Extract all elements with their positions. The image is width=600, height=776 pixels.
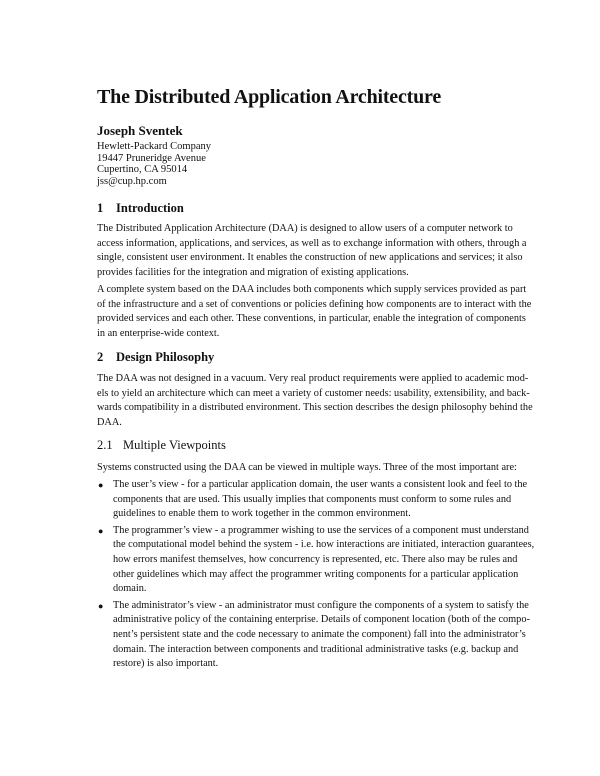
text-line: provides facilities for the integration and migration of existing applications.: [97, 266, 409, 278]
affiliation-city: Cupertino, CA 95014: [97, 164, 188, 176]
text-line: how errors manifest themselves, how concurrency is represented, etc. There also may be rules and: [113, 553, 518, 565]
subsection-heading-multiple-viewpoints: [97, 438, 226, 453]
viewpoints-intro: [97, 461, 517, 476]
text-line: The user’s view - for a particular application domain, the user wants a consistent look and feel to the: [113, 479, 528, 490]
list-item: [97, 524, 535, 597]
list-item: [97, 478, 528, 522]
text-line: other guidelines which may affect the programmer writing components for a particular application: [113, 568, 519, 580]
text-line: single, consistent user environment. It enables the construction of new applications and services; it also: [97, 252, 523, 264]
text-line: The programmer’s view - a programmer wishing to use the services of a component must understand: [113, 524, 529, 536]
text-line: the computational model behind the system - i.e. how interactions are initiated, interaction guarantees,: [113, 539, 535, 551]
bullet-icon: ●: [98, 525, 104, 536]
text-line: DAA.: [97, 416, 122, 428]
text-line: The administrator’s view - an administrator must configure the components of a system to satisfy the: [113, 599, 529, 611]
affiliation-street: 19447 Pruneridge Avenue: [97, 152, 206, 164]
paper-title: The Distributed Application Architecture: [97, 86, 442, 108]
text-line: nent’s persistent state and the code necessary to animate the component) fall into the administrator’s: [113, 628, 526, 640]
text-line: wards compatibility in a distributed environment. This section describes the design philosophy behind the: [97, 402, 533, 414]
bullet-icon: ●: [98, 480, 104, 490]
text-line: domain.: [113, 583, 147, 595]
intro-paragraph-1: [97, 222, 527, 280]
author-affiliation: [97, 141, 211, 187]
text-line: access information, applications, and services, as well as to exchange information with others, through a: [97, 237, 527, 249]
viewpoints-bullet-list: [97, 478, 535, 674]
list-item: [97, 599, 530, 672]
section-title: Design Philosophy: [116, 350, 215, 364]
section-title: Introduction: [116, 201, 184, 215]
text-line: A complete system based on the DAA includes both components which supply services provided as part: [97, 284, 527, 295]
subsection-number: 2.1: [97, 438, 113, 452]
text-line: administrative policy of the containing enterprise. Details of component location (both of the compo-: [113, 614, 530, 626]
section-heading-design-philosophy: [97, 350, 214, 365]
text-line: of the infrastructure and a set of conventions or policies defining how components are to interact with the: [97, 298, 532, 310]
text-line: in an enterprise-wide context.: [97, 327, 220, 339]
text-line: provided services and each other. These conventions, in particular, enable the integration of components: [97, 313, 526, 325]
text-line: domain. The interaction between components and traditional administrative tasks (e.g. backup and: [113, 643, 519, 655]
section-number: 1: [97, 201, 104, 215]
author-name: Joseph Sventek: [97, 123, 183, 138]
intro-paragraph-2: [97, 283, 532, 341]
section-number: 2: [97, 350, 104, 364]
text-line: The Distributed Application Architecture (DAA) is designed to allow users of a computer network to: [97, 223, 513, 234]
text-line: Systems constructed using the DAA can be viewed in multiple ways. Three of the most important are:: [97, 462, 517, 473]
affiliation-email: jss@cup.hp.com: [97, 175, 167, 187]
text-line: restore) is also important.: [113, 658, 219, 670]
affiliation-company: Hewlett-Packard Company: [97, 141, 212, 152]
subsection-title: Multiple Viewpoints: [123, 438, 226, 452]
text-line: The DAA was not designed in a vacuum. Very real product requirements were applied to academic mod-: [97, 373, 529, 384]
text-line: guidelines to enable them to work together in the common environment.: [113, 508, 411, 520]
text-line: els to yield an architecture which can meet a variety of customer needs: usability, extensibility, and back-: [97, 387, 530, 399]
section-heading-introduction: [97, 201, 184, 216]
design-paragraph-1: [97, 372, 533, 430]
bullet-icon: ●: [98, 600, 104, 611]
text-line: components that are used. This usually implies that components must conform to some rules and: [113, 493, 512, 505]
